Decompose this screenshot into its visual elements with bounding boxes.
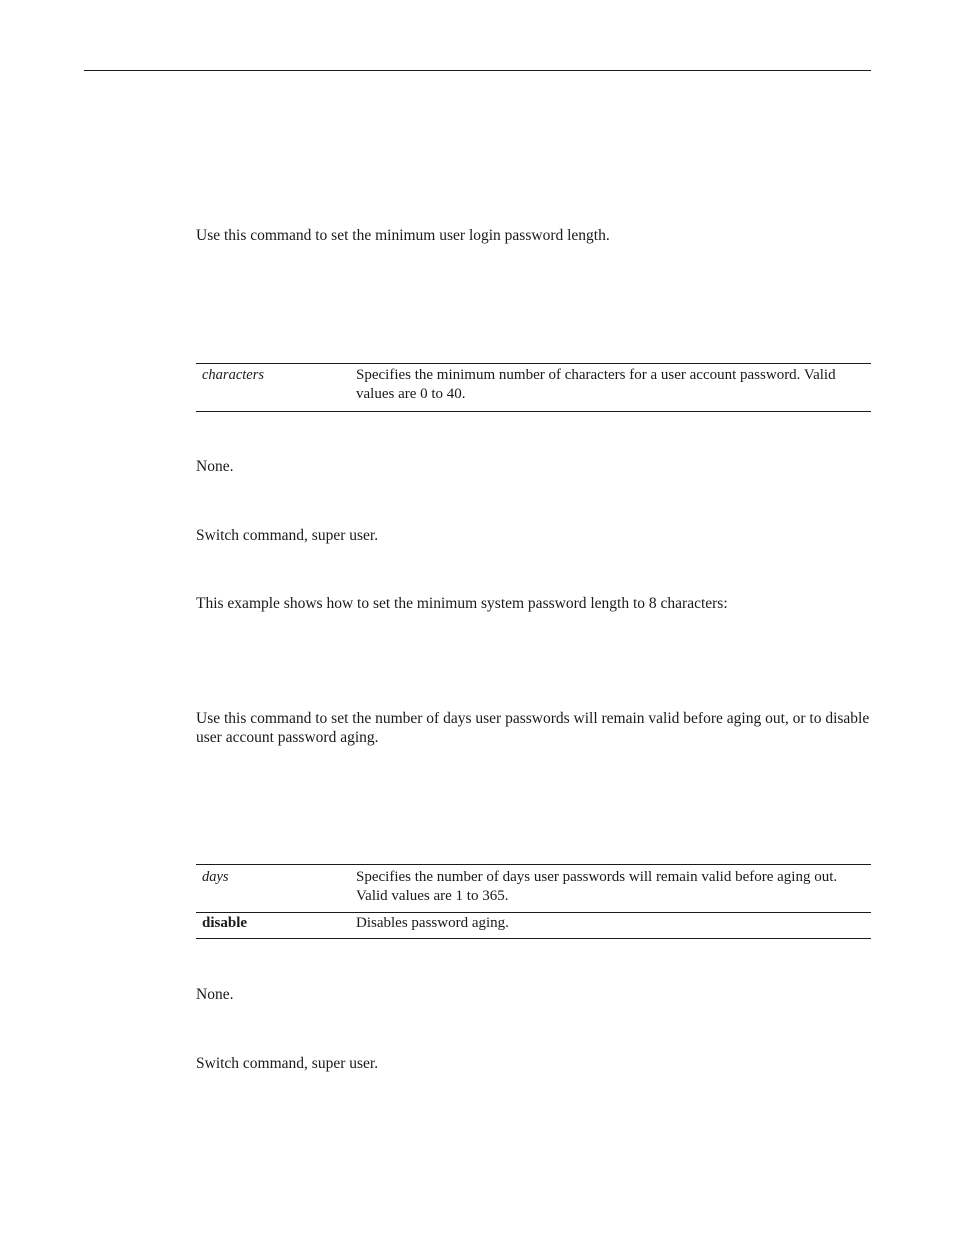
param-name-days: days <box>202 869 229 885</box>
section2-defaults: None. <box>196 986 234 1003</box>
param-description: Specifies the minimum number of characters for a user account password. Valid values are 0 to 40. <box>356 367 836 402</box>
section2-mode: Switch command, super user. <box>196 1055 379 1072</box>
section2-parameter-table <box>196 864 871 939</box>
section1-example-intro: This example shows how to set the minimum system password length to 8 characters: <box>196 595 728 612</box>
section1-description: Use this command to set the minimum user login password length. <box>196 227 610 244</box>
header-rule <box>84 70 871 71</box>
section2-description: Use this command to set the number of days user passwords will remain valid before aging out, or to disable user account password aging. <box>196 710 870 746</box>
param-description: Disables password aging. <box>356 915 509 931</box>
section1-parameter-table <box>196 363 871 412</box>
table-row <box>196 913 871 939</box>
param-description: Specifies the number of days user passwords will remain valid before aging out. Valid values are 1 to 365. <box>356 869 838 904</box>
table-row <box>196 364 871 412</box>
section1-mode: Switch command, super user. <box>196 527 379 544</box>
param-name-characters: characters <box>202 367 265 383</box>
param-name-disable: disable <box>202 915 248 931</box>
section1-defaults: None. <box>196 458 234 475</box>
table-row <box>196 865 871 913</box>
